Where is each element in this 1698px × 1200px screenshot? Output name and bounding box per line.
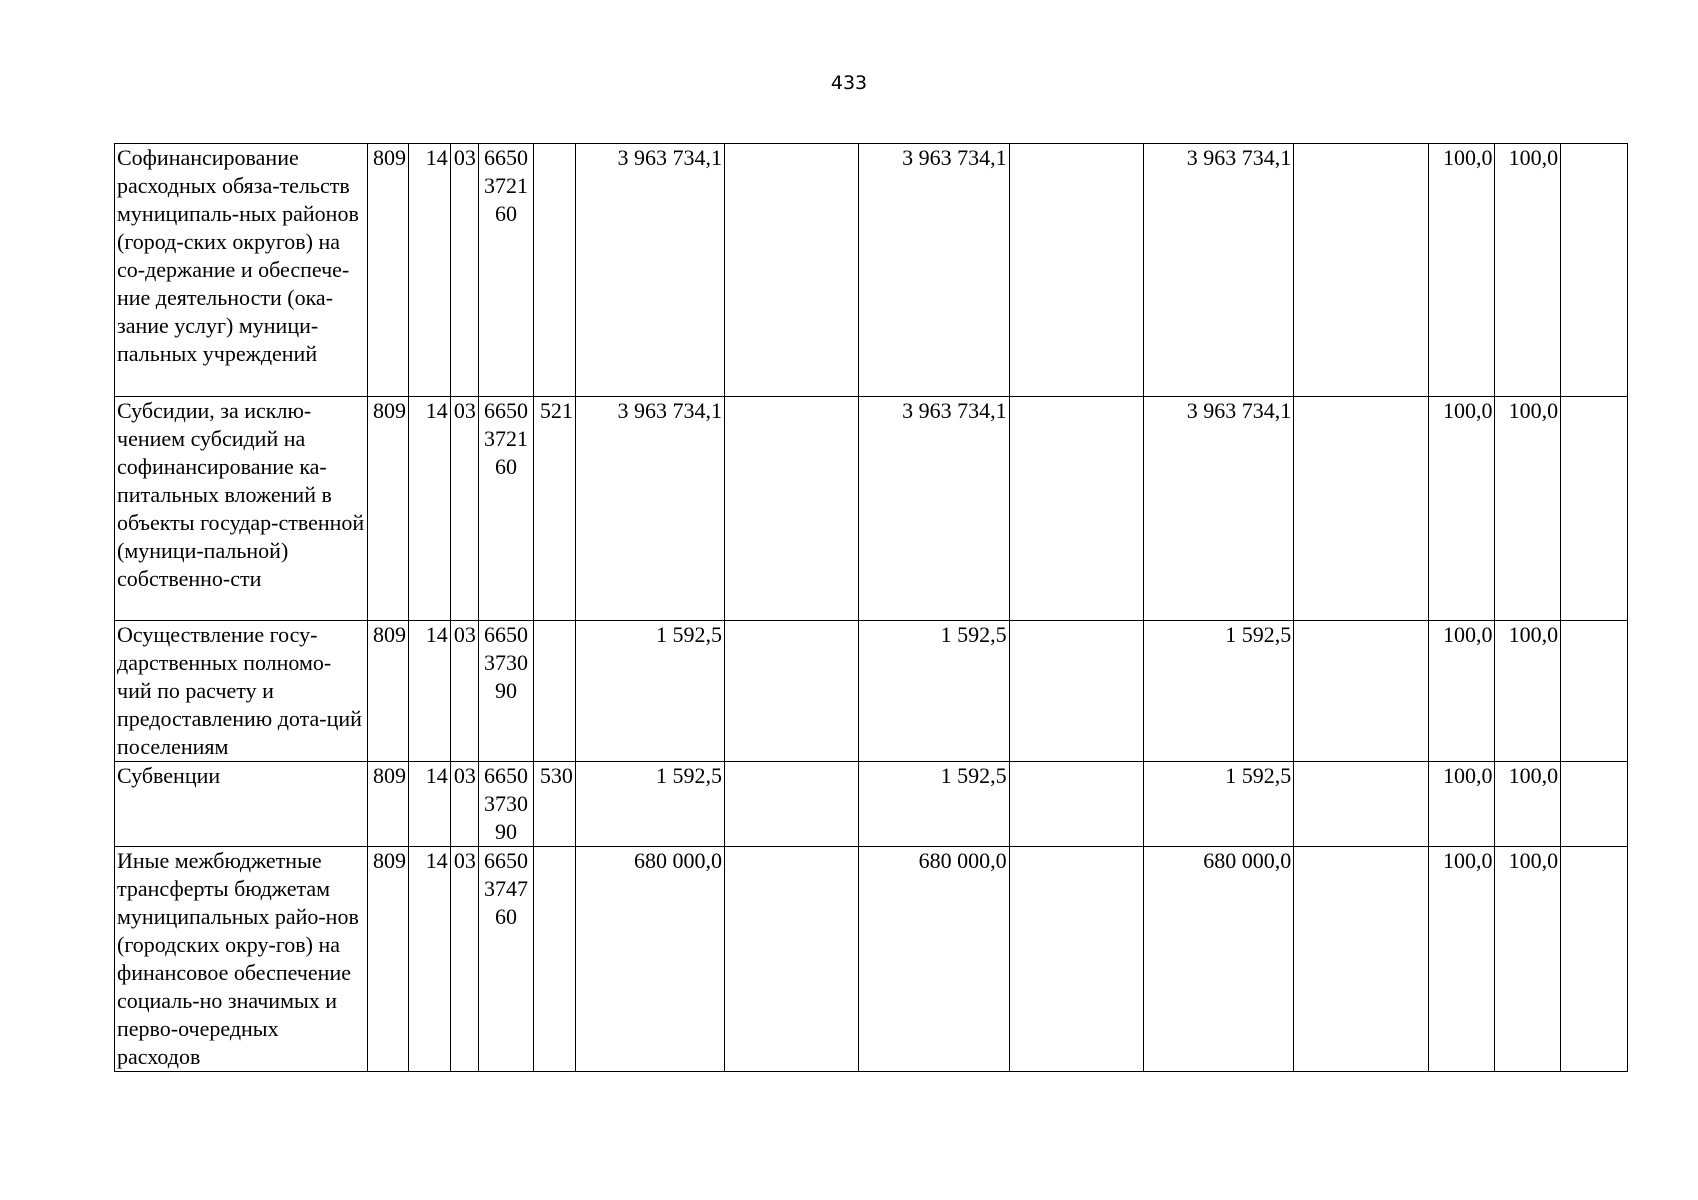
target-article-code-part: 6650 <box>484 622 528 647</box>
sum-executed: 1 592,5 <box>1144 621 1294 762</box>
percent-execution-refined: 100,0 <box>1495 762 1561 847</box>
expense-type-code <box>534 621 576 762</box>
target-article-code <box>478 144 533 397</box>
ved-code: 809 <box>368 621 409 762</box>
row-name: Субсидии, за исклю-чением субсидий на софинансирование ка-питальных вложений в объекты государ-ственной (муници-пальной) собственно-сти <box>115 397 368 621</box>
row-name: Софинансирование расходных обяза-тельств муниципаль-ных районов (город-ских округов) на со-держание и обеспече-ние деятельности (ока-зание услуг) муници-пальных учреждений <box>115 144 368 397</box>
ved-code: 809 <box>368 762 409 847</box>
empty-cell <box>724 144 859 397</box>
empty-cell <box>1561 397 1628 621</box>
subsection-code: 03 <box>450 847 478 1072</box>
sum-executed: 3 963 734,1 <box>1144 144 1294 397</box>
sum-approved: 1 592,5 <box>575 621 724 762</box>
subsection-code: 03 <box>450 397 478 621</box>
section-code: 14 <box>409 762 451 847</box>
section-code: 14 <box>409 397 451 621</box>
sum-executed: 3 963 734,1 <box>1144 397 1294 621</box>
target-article-code-part: 90 <box>495 678 517 703</box>
target-article-code-part: 6650 <box>484 848 528 873</box>
target-article-code-part: 3721 <box>484 173 528 198</box>
sum-approved: 3 963 734,1 <box>575 144 724 397</box>
target-article-code-part: 3721 <box>484 426 528 451</box>
target-article-code <box>478 621 533 762</box>
target-article-code-part: 60 <box>495 201 517 226</box>
sum-executed: 680 000,0 <box>1144 847 1294 1072</box>
percent-execution: 100,0 <box>1428 397 1495 621</box>
target-article-code-part: 3730 <box>484 791 528 816</box>
sum-refined: 3 963 734,1 <box>859 397 1009 621</box>
sum-approved: 680 000,0 <box>575 847 724 1072</box>
empty-cell <box>724 397 859 621</box>
target-article-code-part: 90 <box>495 819 517 844</box>
row-name: Иные межбюджетные трансферты бюджетам муниципальных райо-нов (городских окру-гов) на финансовое обеспечение социаль-но значимых и перво-очередных расходов <box>115 847 368 1072</box>
empty-cell <box>1294 621 1429 762</box>
subsection-code: 03 <box>450 762 478 847</box>
sum-refined: 680 000,0 <box>859 847 1009 1072</box>
section-code: 14 <box>409 144 451 397</box>
percent-execution: 100,0 <box>1428 621 1495 762</box>
ved-code: 809 <box>368 144 409 397</box>
sum-approved: 3 963 734,1 <box>575 397 724 621</box>
percent-execution: 100,0 <box>1428 144 1495 397</box>
percent-execution: 100,0 <box>1428 762 1495 847</box>
empty-cell <box>1009 144 1144 397</box>
table-row <box>115 762 1628 847</box>
target-article-code-part: 3747 <box>484 876 528 901</box>
target-article-code-part: 6650 <box>484 763 528 788</box>
budget-table <box>114 143 1628 1072</box>
percent-execution-refined: 100,0 <box>1495 397 1561 621</box>
target-article-code-part: 60 <box>495 904 517 929</box>
target-article-code-part: 6650 <box>484 145 528 170</box>
empty-cell <box>1294 144 1429 397</box>
target-article-code <box>478 397 533 621</box>
sum-approved: 1 592,5 <box>575 762 724 847</box>
section-code: 14 <box>409 621 451 762</box>
empty-cell <box>1009 762 1144 847</box>
ved-code: 809 <box>368 847 409 1072</box>
empty-cell <box>724 621 859 762</box>
expense-type-code: 521 <box>534 397 576 621</box>
section-code: 14 <box>409 847 451 1072</box>
expense-type-code <box>534 144 576 397</box>
row-name: Осуществление госу-дарственных полномо-чий по расчету и предоставлению дота-ций поселениям <box>115 621 368 762</box>
target-article-code <box>478 762 533 847</box>
empty-cell <box>1009 397 1144 621</box>
table-body <box>115 144 1628 1072</box>
percent-execution-refined: 100,0 <box>1495 847 1561 1072</box>
expense-type-code: 530 <box>534 762 576 847</box>
sum-refined: 1 592,5 <box>859 762 1009 847</box>
empty-cell <box>1561 847 1628 1072</box>
percent-execution-refined: 100,0 <box>1495 621 1561 762</box>
table-row <box>115 144 1628 397</box>
page-number: 433 <box>830 72 868 94</box>
empty-cell <box>1561 621 1628 762</box>
target-article-code-part: 3730 <box>484 650 528 675</box>
empty-cell <box>1294 397 1429 621</box>
empty-cell <box>724 847 859 1072</box>
subsection-code: 03 <box>450 621 478 762</box>
expense-type-code <box>534 847 576 1072</box>
ved-code: 809 <box>368 397 409 621</box>
row-name: Субвенции <box>115 762 368 847</box>
empty-cell <box>1561 762 1628 847</box>
empty-cell <box>1009 847 1144 1072</box>
sum-refined: 1 592,5 <box>859 621 1009 762</box>
target-article-code <box>478 847 533 1072</box>
empty-cell <box>1561 144 1628 397</box>
empty-cell <box>724 762 859 847</box>
table-row <box>115 847 1628 1072</box>
percent-execution: 100,0 <box>1428 847 1495 1072</box>
percent-execution-refined: 100,0 <box>1495 144 1561 397</box>
sum-refined: 3 963 734,1 <box>859 144 1009 397</box>
empty-cell <box>1294 847 1429 1072</box>
table-row <box>115 621 1628 762</box>
target-article-code-part: 6650 <box>484 398 528 423</box>
empty-cell <box>1294 762 1429 847</box>
target-article-code-part: 60 <box>495 454 517 479</box>
table-row <box>115 397 1628 621</box>
subsection-code: 03 <box>450 144 478 397</box>
sum-executed: 1 592,5 <box>1144 762 1294 847</box>
empty-cell <box>1009 621 1144 762</box>
